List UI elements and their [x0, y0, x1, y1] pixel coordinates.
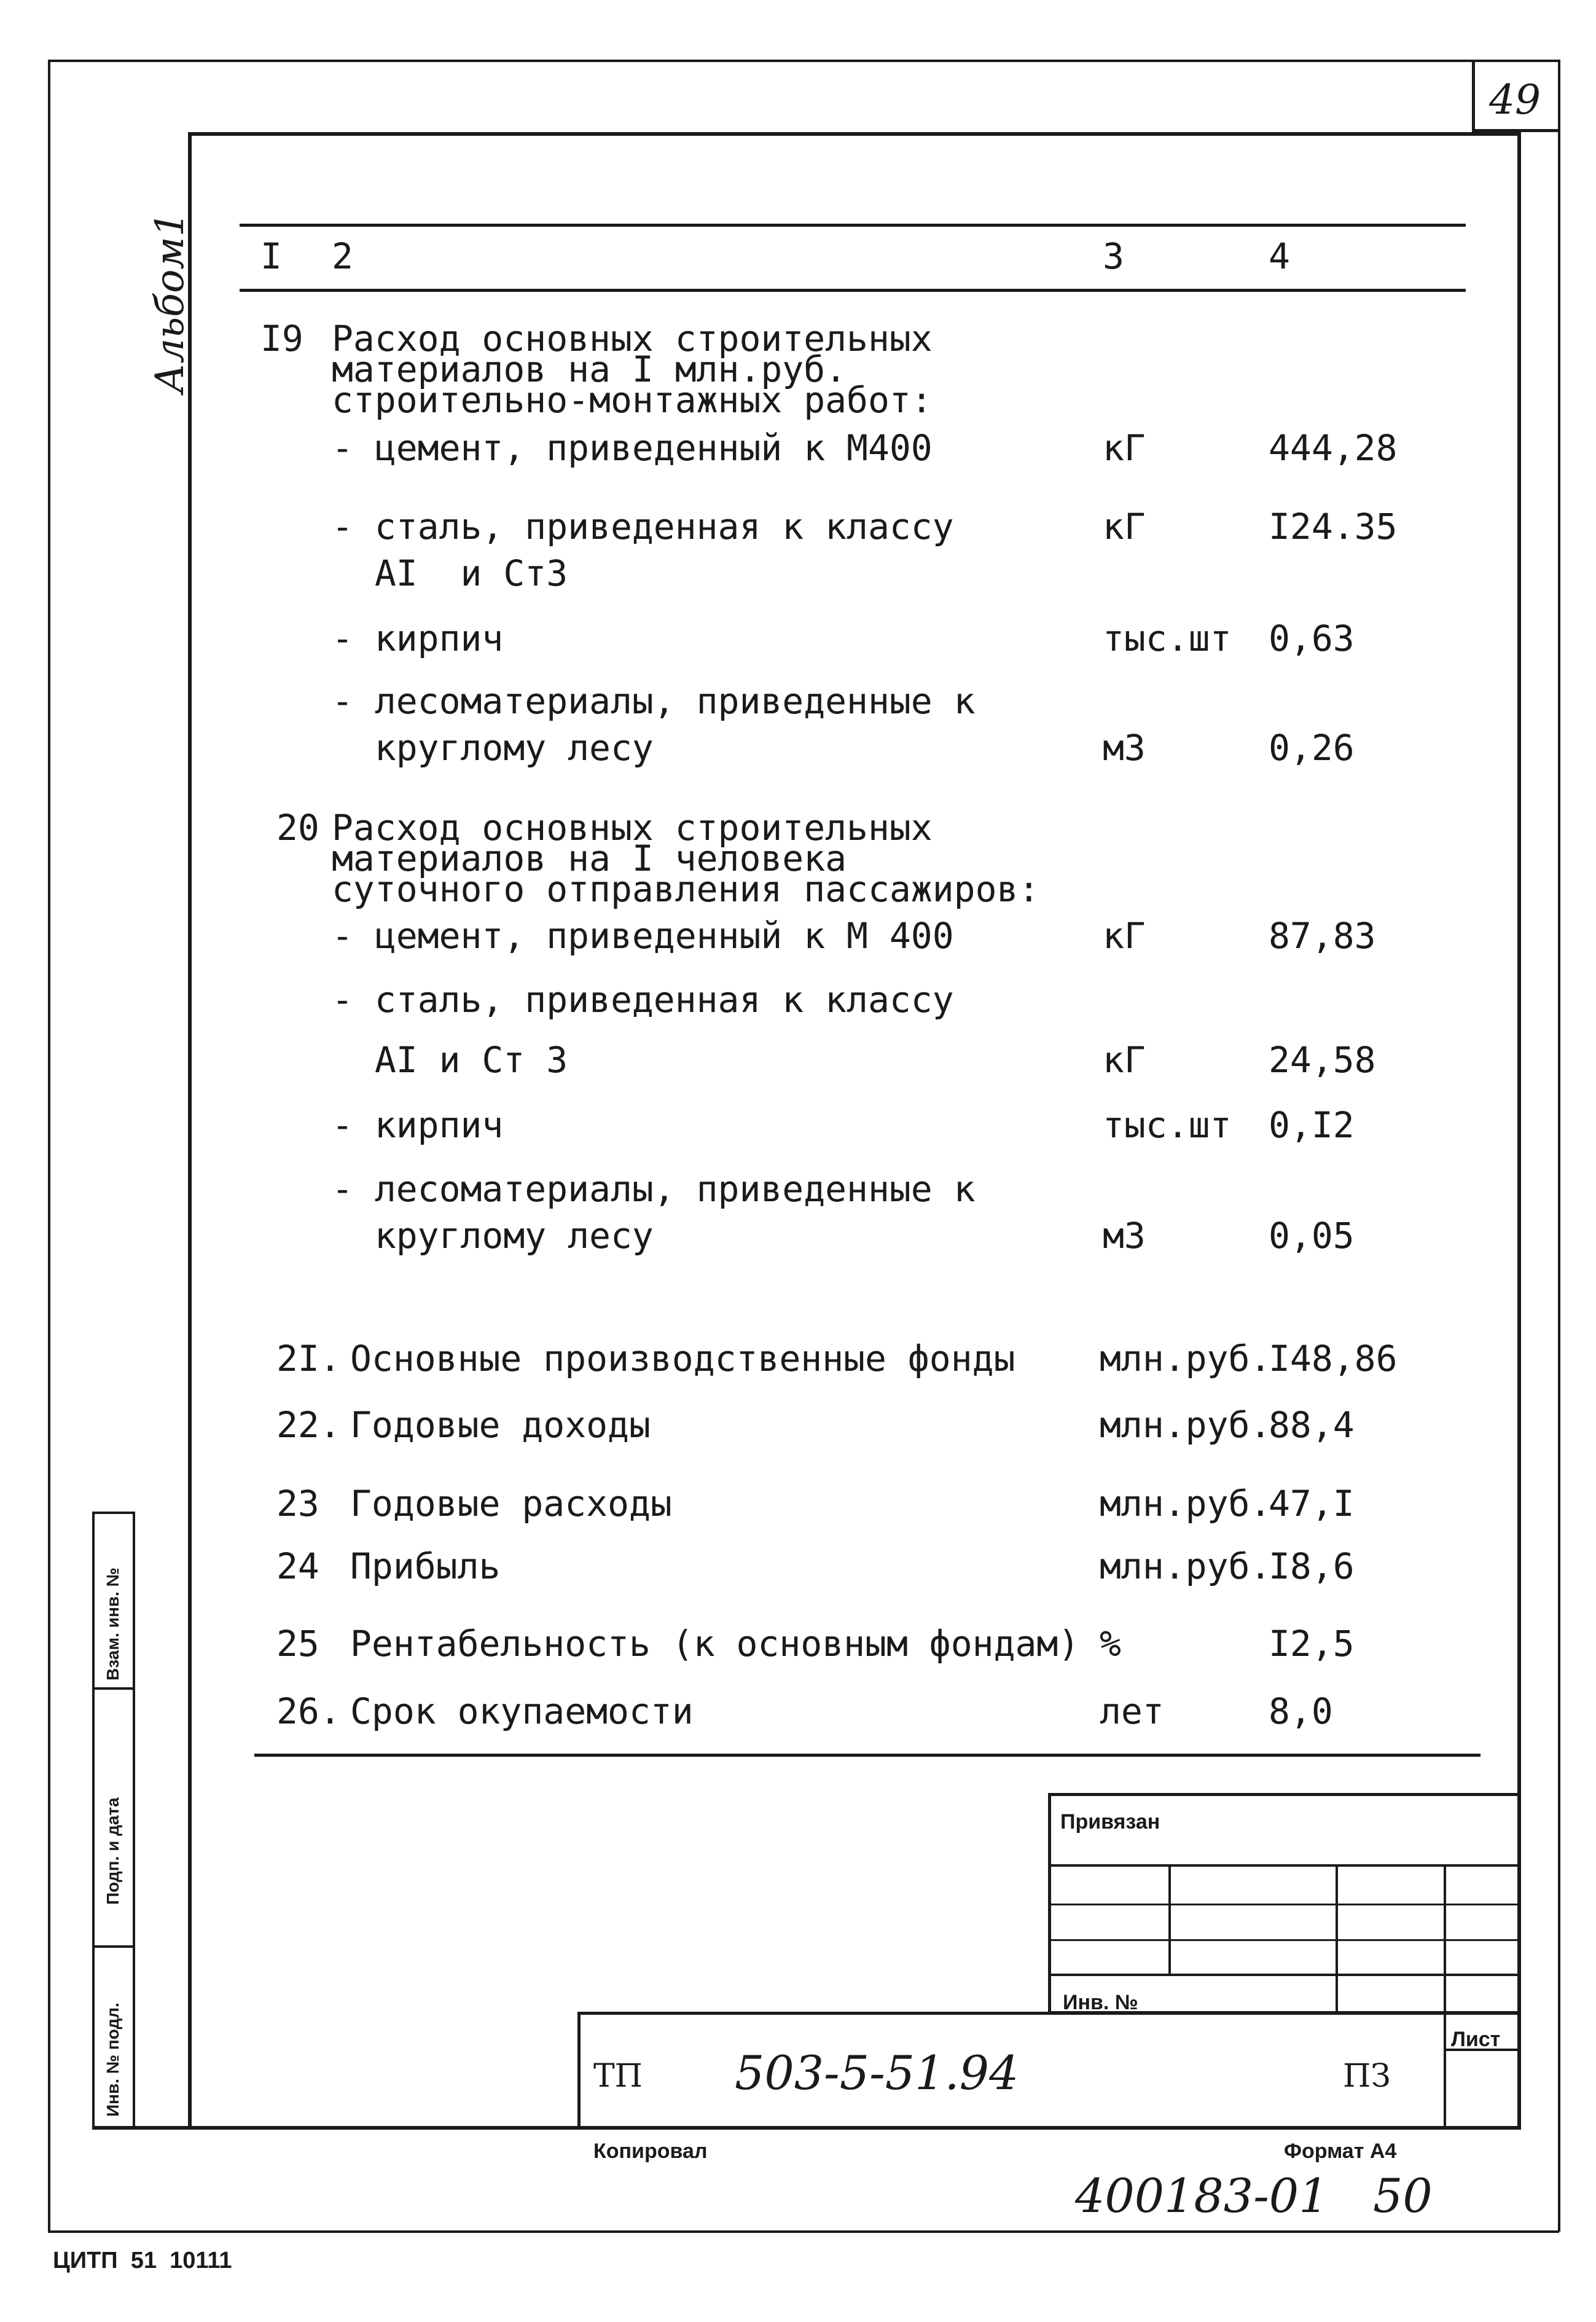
row-text: Рентабельность (к основным фондам): [350, 1623, 1080, 1665]
row-unit: кГ: [1103, 427, 1146, 469]
page-number: 49: [1489, 76, 1541, 124]
row-unit: тыс.шт: [1103, 1104, 1232, 1146]
row-text: круглому лесу: [332, 1215, 654, 1257]
stamp-col-line: [1168, 1864, 1171, 1975]
stamp-row-line: [1048, 1974, 1521, 1976]
row-value: 0,05: [1269, 1215, 1355, 1257]
row-unit: млн.руб.: [1100, 1404, 1272, 1446]
row-unit: млн.руб.: [1100, 1483, 1272, 1524]
row-unit: м3: [1103, 1215, 1146, 1257]
header-col-1: I: [260, 235, 282, 277]
row-unit: лет: [1100, 1690, 1164, 1732]
outer-frame-right: [1558, 60, 1560, 2232]
row-unit: кГ: [1103, 506, 1146, 547]
stamp-col-line: [1336, 1864, 1338, 2014]
row-text: Срок окупаемости: [350, 1690, 694, 1732]
row-value: I48,86: [1269, 1338, 1398, 1379]
row-unit: кГ: [1103, 915, 1146, 957]
row-unit: м3: [1103, 727, 1146, 769]
row-value: I8,6: [1269, 1545, 1355, 1587]
kopiroval-label: Копировал: [593, 2140, 708, 2163]
header-rule-top: [240, 224, 1466, 227]
list-label: Лист: [1451, 2028, 1501, 2051]
row-number: 20: [276, 807, 319, 849]
row-number: 24: [276, 1545, 319, 1587]
table-bottom-rule: [254, 1754, 1481, 1757]
format-label: Формат А4: [1284, 2140, 1397, 2163]
side-label-inv: Инв. № подл.: [103, 2002, 122, 2117]
inv-no-label: Инв. №: [1063, 1991, 1138, 2014]
row-value: I24.35: [1269, 506, 1398, 547]
handwritten-inventory: 400183-01 50: [1075, 2168, 1433, 2223]
row-value: 47,I: [1269, 1483, 1355, 1524]
stamp-row-line: [1048, 1939, 1521, 1941]
side-label-vzam: Взам. инв. №: [103, 1567, 122, 1681]
row-unit: тыс.шт: [1103, 618, 1232, 659]
pz-label: ПЗ: [1343, 2058, 1391, 2095]
outer-frame-bottom: [48, 2230, 1559, 2233]
header-col-2: 2: [332, 235, 353, 277]
footer-code: ЦИТП 51 10111: [53, 2248, 232, 2273]
row-text: Прибыль: [350, 1545, 501, 1587]
stamp-row-line: [1048, 1904, 1521, 1905]
row-unit: кГ: [1103, 1039, 1146, 1081]
side-label-podp: Подп. и дата: [103, 1797, 122, 1905]
row-number: 26.: [276, 1690, 341, 1732]
stamp-row-line: [1048, 1864, 1521, 1867]
row-text: материалов на I млн.руб.: [332, 348, 847, 390]
row-value: 0,I2: [1269, 1104, 1355, 1146]
row-text: - цемент, приведенный к М400: [332, 427, 933, 469]
row-value: 24,58: [1269, 1039, 1376, 1081]
row-text: Основные производственные фонды: [350, 1338, 1015, 1379]
tp-label: ТП: [593, 2058, 643, 2095]
row-number: 23: [276, 1483, 319, 1524]
row-text: - лесоматериалы, приведенные к: [332, 1168, 976, 1210]
row-unit: млн.руб.: [1100, 1338, 1272, 1379]
row-text: - цемент, приведенный к М 400: [332, 915, 954, 957]
stamp-col-line: [1444, 1864, 1446, 2014]
privyazan-label: Привязан: [1060, 1810, 1160, 1834]
row-text: АI и Ст 3: [332, 1039, 568, 1081]
row-value: 8,0: [1269, 1690, 1333, 1732]
row-number: I9: [260, 318, 303, 359]
row-unit: млн.руб.: [1100, 1545, 1272, 1587]
row-text: - лесоматериалы, приведенные к: [332, 680, 976, 722]
header-rule-bottom: [240, 289, 1466, 292]
row-text: Расход основных строительных: [332, 318, 933, 359]
row-text: Годовые расходы: [350, 1483, 672, 1524]
row-value: I2,5: [1269, 1623, 1355, 1665]
row-text: АI и Ст3: [332, 552, 568, 594]
row-number: 2I.: [276, 1338, 341, 1379]
inner-frame-left: [188, 132, 192, 2129]
outer-frame-left: [48, 60, 50, 2232]
row-text: - кирпич: [332, 618, 504, 659]
row-value: 444,28: [1269, 427, 1398, 469]
row-value: 0,26: [1269, 727, 1355, 769]
row-text: строительно-монтажных работ:: [332, 379, 933, 421]
row-text: - сталь, приведенная к классу: [332, 506, 954, 547]
row-text: материалов на I человека: [332, 837, 847, 879]
row-number: 25: [276, 1623, 319, 1665]
row-value: 88,4: [1269, 1404, 1355, 1446]
row-value: 87,83: [1269, 915, 1376, 957]
row-value: 0,63: [1269, 618, 1355, 659]
row-text: Годовые доходы: [350, 1404, 651, 1446]
row-text: суточного отправления пассажиров:: [332, 868, 1040, 910]
document-code: 503-5-51.94: [735, 2045, 1019, 2100]
row-text: Расход основных строительных: [332, 807, 933, 849]
header-col-4: 4: [1269, 235, 1290, 277]
row-text: круглому лесу: [332, 727, 654, 769]
outer-frame-top: [48, 60, 1559, 62]
inner-frame-top: [188, 132, 1521, 136]
row-unit: %: [1100, 1623, 1121, 1665]
title-block-divider: [1444, 2012, 1446, 2130]
header-col-3: 3: [1103, 235, 1124, 277]
row-text: - сталь, приведенная к классу: [332, 979, 954, 1021]
row-number: 22.: [276, 1404, 341, 1446]
album-label: Альбом1: [147, 211, 193, 393]
row-text: - кирпич: [332, 1104, 504, 1146]
